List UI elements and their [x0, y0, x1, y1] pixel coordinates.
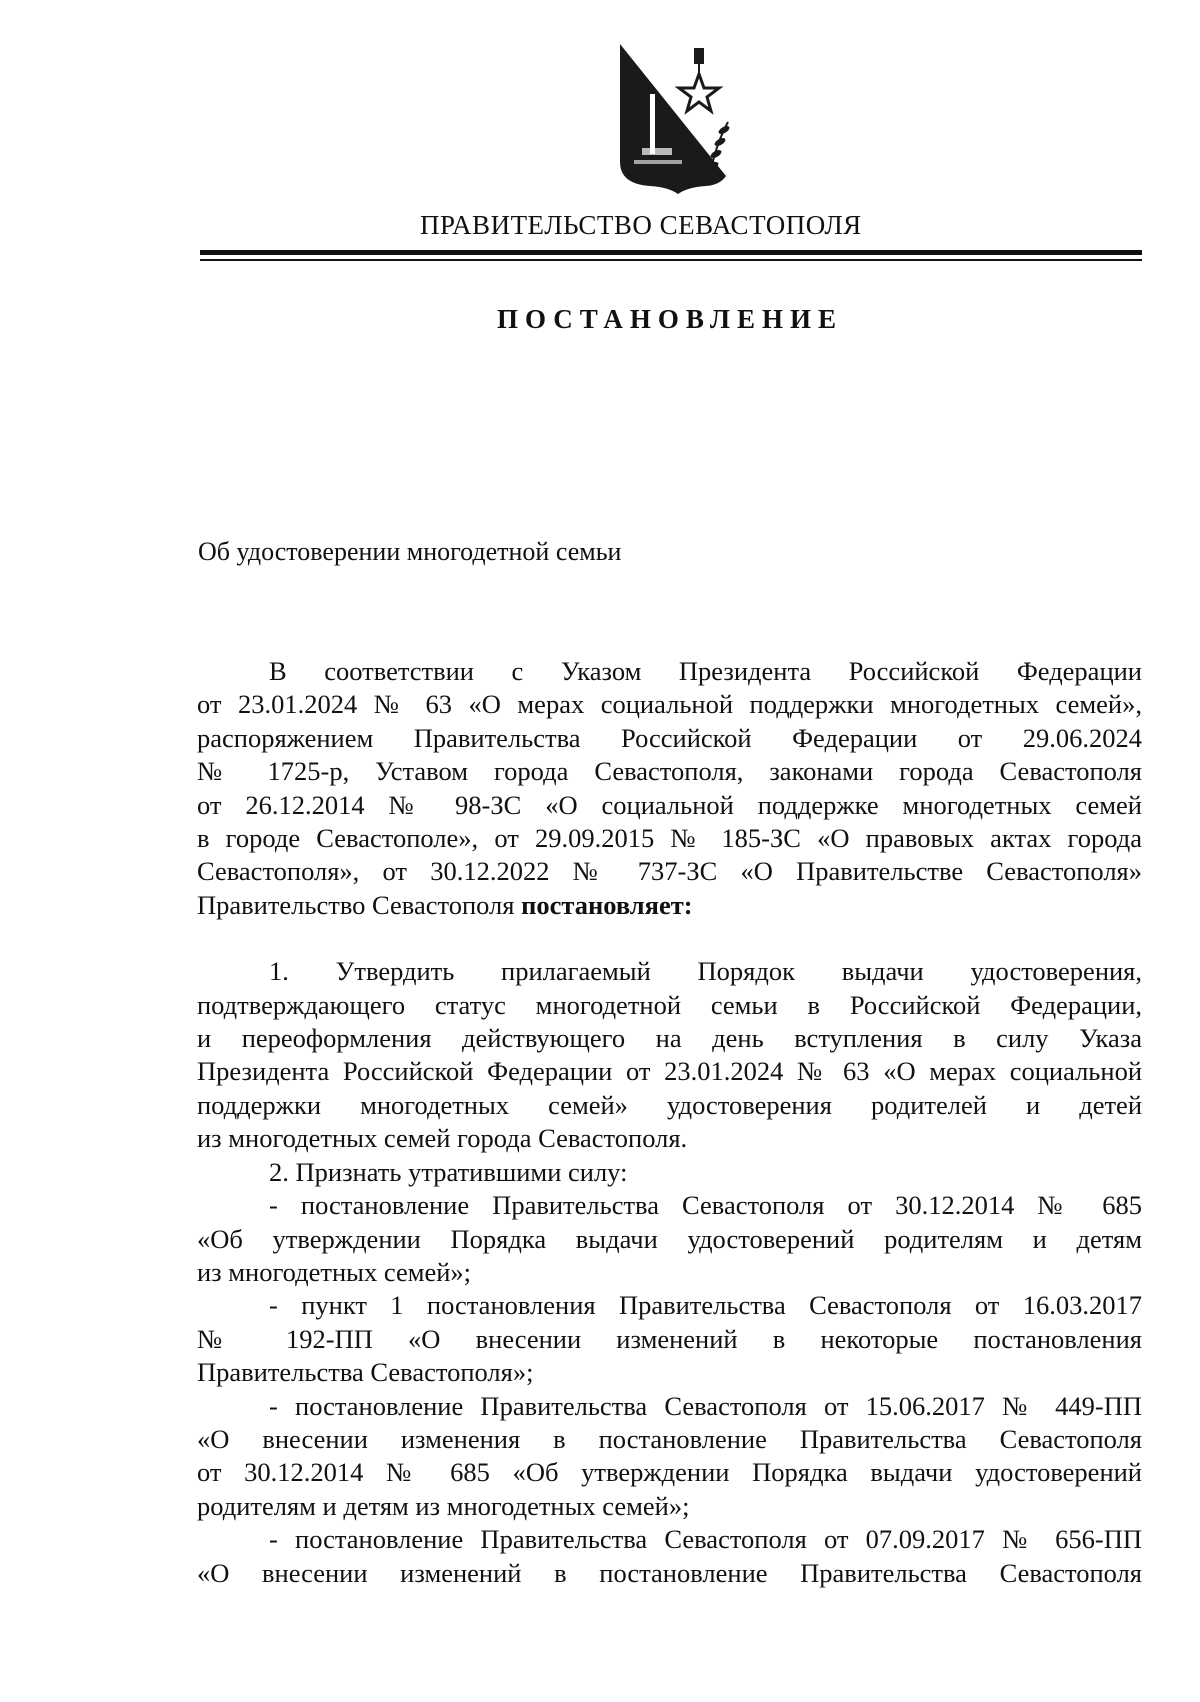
text-line: от 30.12.2014 № 685 «Об утверждении Порядка выдачи удостоверений: [197, 1457, 1142, 1488]
text-line: [197, 889, 1142, 922]
text-line: - постановление Правительства Севастополя от 30.12.2014 № 685: [269, 1190, 1142, 1221]
text-line: из многодетных семей»;: [197, 1256, 472, 1287]
document-body: [197, 655, 1142, 1590]
text-line: и переоформления действующего на день вступления в силу Указа: [197, 1023, 1142, 1054]
text-line: - пункт 1 постановления Правительства Севастополя от 16.03.2017: [269, 1290, 1142, 1321]
text-line: из многодетных семей города Севастополя.: [197, 1123, 688, 1154]
text-line: распоряжением Правительства Российской Федерации от 29.06.2024: [197, 722, 1142, 753]
text-line: в городе Севастополе», от 29.09.2015 № 185-ЗС «О правовых актах города: [197, 823, 1142, 854]
text-line: поддержки многодетных семей» удостоверения родителей и детей: [197, 1089, 1142, 1120]
repealed-item: [197, 1523, 1142, 1590]
text-line: 1. Утвердить прилагаемый Порядок выдачи удостоверения,: [269, 956, 1142, 987]
header-rule-thick: [200, 250, 1142, 255]
repealed-item: [197, 1390, 1142, 1524]
text-line: № 192-ПП «О внесении изменений в некоторые постановления: [197, 1323, 1142, 1354]
text-line: «Об утверждении Порядка выдачи удостоверений родителям и детям: [197, 1223, 1142, 1254]
text-line: «О внесении изменений в постановление Правительства Севастополя: [197, 1557, 1142, 1588]
item-2-heading: 2. Признать утратившими силу:: [269, 1156, 628, 1187]
text-line: от 26.12.2014 № 98-ЗС «О социальной поддержке многодетных семей: [197, 789, 1142, 820]
text-line: Севастополя», от 30.12.2022 № 737-ЗС «О Правительстве Севастополя»: [197, 856, 1142, 887]
sevastopol-coat-of-arms-icon: [620, 44, 738, 196]
text-line: - постановление Правительства Севастополя от 07.09.2017 № 656-ПП: [269, 1524, 1142, 1555]
text-line: от 23.01.2024 № 63 «О мерах социальной поддержки многодетных семей»,: [197, 689, 1142, 720]
repealed-item: [197, 1189, 1142, 1289]
resolves-keyword: постановляет:: [521, 889, 693, 920]
document-subject: Об удостоверении многодетной семьи: [198, 537, 622, 566]
organization-name: ПРАВИТЕЛЬСТВО СЕВАСТОПОЛЯ: [420, 210, 862, 240]
preamble-subject: Правительство Севастополя: [197, 889, 515, 920]
text-line: «О внесении изменения в постановление Правительства Севастополя: [197, 1423, 1142, 1454]
document-type: ПОСТАНОВЛЕНИЕ: [496, 304, 844, 334]
text-line: родителям и детям из многодетных семей»;: [197, 1490, 690, 1521]
text-line: № 1725-р, Уставом города Севастополя, законами города Севастополя: [197, 756, 1142, 787]
text-line: подтверждающего статус многодетной семьи в Российской Федерации,: [197, 989, 1142, 1020]
item-1: [197, 955, 1142, 1155]
preamble: [197, 655, 1142, 922]
repealed-item: [197, 1289, 1142, 1389]
text-line: - постановление Правительства Севастополя от 15.06.2017 № 449-ПП: [269, 1390, 1142, 1421]
text-line: Президента Российской Федерации от 23.01.2024 № 63 «О мерах социальной: [197, 1056, 1142, 1087]
header-rule-thin: [200, 259, 1142, 261]
text-line: Правительства Севастополя»;: [197, 1357, 534, 1388]
item-2: [197, 1156, 1142, 1590]
text-line: В соответствии с Указом Президента Российской Федерации: [269, 656, 1142, 686]
